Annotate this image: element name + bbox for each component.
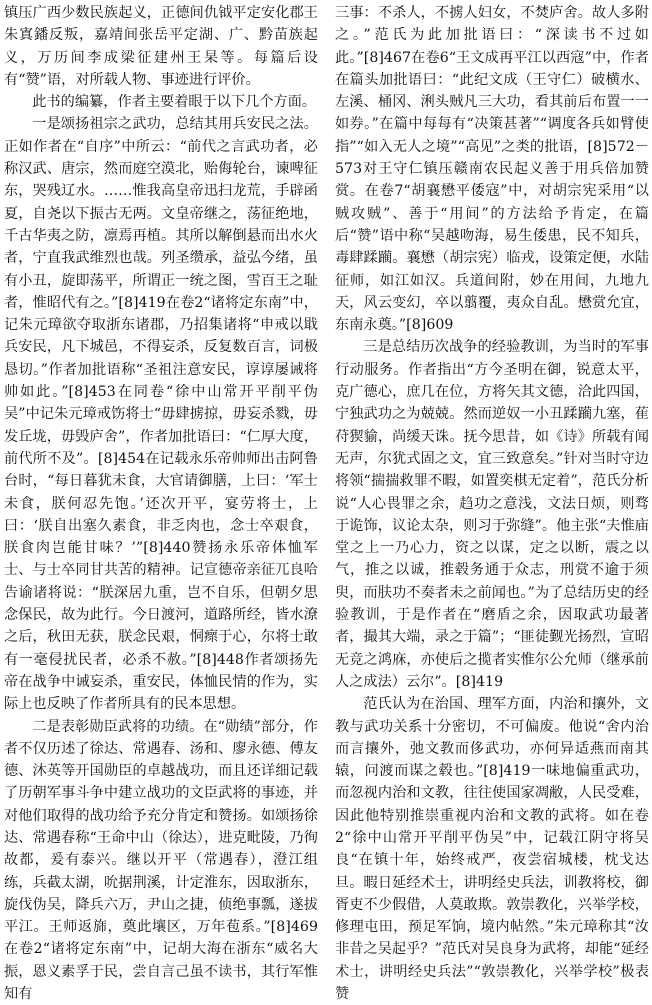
paragraph-6: 三是总结历次战争的经验教训，为当时的军事行动服务。作者指出“方今圣明在御，锐意太平，克广德心，庶几在位，方将矢其文德，洽此四国，宁独武功之为兢兢。然而逆奴一小丑蹂躏九塞，萑苻猰貐，尚缓天诛。抚今思昔，如《诗》所载有闻无声，尔犹式固之文，宜三致意矣。”针对当时守边将领“揣揣救罪不暇，如置奕棋无定着”，范氏分析说“人心畏罪之余，趋功之意浅，文法日烦，则骛于诡饰，议论太杂，则习于弥缝”。他主张“夫惟庙堂之上一乃心力，资之以谋，定之以断，震之以气，推之以诚，推毂务通于众志，刑赏不逾于须臾，而肤功不奏者未之前闻也。”为了总结历史的经验教训，于是作者在“磨盾之余，因取武功最著者，撮其大端，录之于篇”；“匪徒觐光扬烈，宣昭无竞之鸿庥，亦使后之揽者实惟尔公允师（继承前人之成法）云尔”。[8]419 [335,336,649,693]
paragraph-3: 一是颂扬祖宗之武功，总结其用兵安民之法。正如作者在“自序”中所云：“前代之言武功者，必称汉武、唐宗，然而庭空漠北，贻侮轮台，谏啤征东，哭残辽水。……惟我高皇帝迅扫龙荒，手辟函夏，自尧以下振古无两。文皇帝继之，荡征绝地，千古华夷之防，凛焉再植。其所以解倒悬而出水火者，宁直我武维烈也哉。列圣缵承，益弘今绪，虽有小丑，旋即荡平，所谓正一统之图，雪百王之耻者，惟昭代有之。”[8]419在卷2“诸将定东南”中，记朱元璋欲夺取浙东诸郡，乃招集诸将“申戒以戢兵安民，凡下城邑，不得妄杀，反复数百言，词极恳切。”作者加批语称“圣祖注意安民，谆谆屡诫将帅如此。”[8]453在同卷“徐中山常开平削平伪吴”中记朱元璋戒饬将士“毋肆掳掠，毋妄杀戮，毋发丘垅，毋毁庐舍”，作者加批语曰：“仁厚大度，前代所不及”。[8]454在记载永乐帝帅师出击阿鲁台时，“每日暮犹未食，大官请御膳，上曰：‘军士未食，朕何忍先饱。’还次开平，宴劳将士，上曰：‘朕自出塞久素食，非乏肉也，念士卒艰食，朕食肉岂能甘味？’”[8]440赞扬永乐帝体恤军士、与士卒同甘共苦的精神。记宣德帝亲征兀良哈告谕诸将说：“朕深居九重，岂不自乐，但朝夕思念保民，故为此行。今日渡河，道路所经，皆水潦之后，秋田无获，朕念民艰，恫瘝于心，尔将士敢有一毫侵扰民者，必杀不赦。”[8]448作者颂扬先帝在战争中诫妄杀，重安民，体恤民情的作为，实际上也反映了作者所具有的民本思想。 [4,113,318,715]
paragraph-4: 二是表彰勋臣武将的功绩。在“勋绩”部分，作者不仅历述了徐达、常遇春、汤和、廖永德、傅友德、沐英等开国勋臣的卓越战功，而且还详细记载了历朝军事斗争中建立战功的文臣武将的事迹，并对他们取得的战功给予充分肯定和赞扬。如颂扬徐达、常遇春称“王命中山（徐达），进克毗陵，乃徇故都，爰有泰兴。继以开平（常遇春），澄江组练，兵截太湖，吮据荆溪，计定淮东，因取浙东，旋伐伪吴，降兵六万，尹山之捷，侦绝事瓢，遂拔平江。王师返旆，奠此壤区，万年苞系。”[8]469在卷2“诸将定东南”中，记胡大海在浙东“威名大振，恩义素孚于民，尝自言己虽不读书，其行军惟知有 [4,716,318,1005]
right-column [335,2,649,973]
paragraph-7: 范氏认为在治国、理军方面，内治和攘外，文教与武功关系十分密切，不可偏废。他说“舍内治而言攘外，弛文教而侈武功，亦何异适燕而南其辕，问渡而谋之毂也。”[8]419一味地偏重武功，而忽视内治和文教，往往使国家凋敝，人民受难，因此他特别推崇重视内治和文教的武将。如在卷2“徐中山常开平削平伪吴”中，记载江阴守将吴良“在镇十年，始终戒严，夜尝宿城楼，枕戈达旦。暇日延经术士，讲明经史兵法，训教将校，御胥吏不少假借，人莫敢欺。敦崇教化，兴举学校，修理屯田，预足军饷，境内帖然。”朱元璋称其“汝非昔之吴起乎？”范氏对吴良身为武将，却能“延经术士，讲明经史兵法”“敦崇教化，兴举学校”极表赞 [335,693,649,1005]
paragraph-5: 三事：不杀人，不掳人妇女，不焚庐舍。故人多附之。”范氏为此加批语曰：“深读书不过如此。”[8]467在卷6“王文成再平江以西寇”中，作者在篇头加批语曰：“此纪文成（王守仁）破横水、左溪、桶冈、浰头贼凡三大功，看其前后布置一一如券。”在篇中每每有“决策甚著”“调度各兵如臂使指”“如入无人之境”“高见”之类的批语，[8]572－573对王守仁镇压赣南农民起义善于用兵倍加赞赏。在卷7“胡襄懋平倭寇”中，对胡宗宪采用“以贼攻贼”、善于“用间”的方法给予肯定，在篇后“赞”语中称“吴越吻海，易生倭患，民不知兵，毒肆蹂躏。襄懋（胡宗宪）临戎，设策定便，水陆征师，如江如汉。兵道间附，妙在用间，九地九天，风云变幻，卒以翦覆，夷众自乱。懋赏允宜，东南永奠。”[8]609 [335,2,649,336]
left-column [4,2,318,973]
paragraph-2: 此书的编纂，作者主要着眼于以下几个方面。 [4,91,318,113]
paragraph-1: 镇压广西少数民族起义，正德间仇钺平定安化郡王朱寘鐇反叛，嘉靖间张岳平定湖、广、黔苗族起义，万历间李成梁征建州王杲等。每篇后设有“赞”语，对所载人物、事迹进行评价。 [4,2,318,91]
